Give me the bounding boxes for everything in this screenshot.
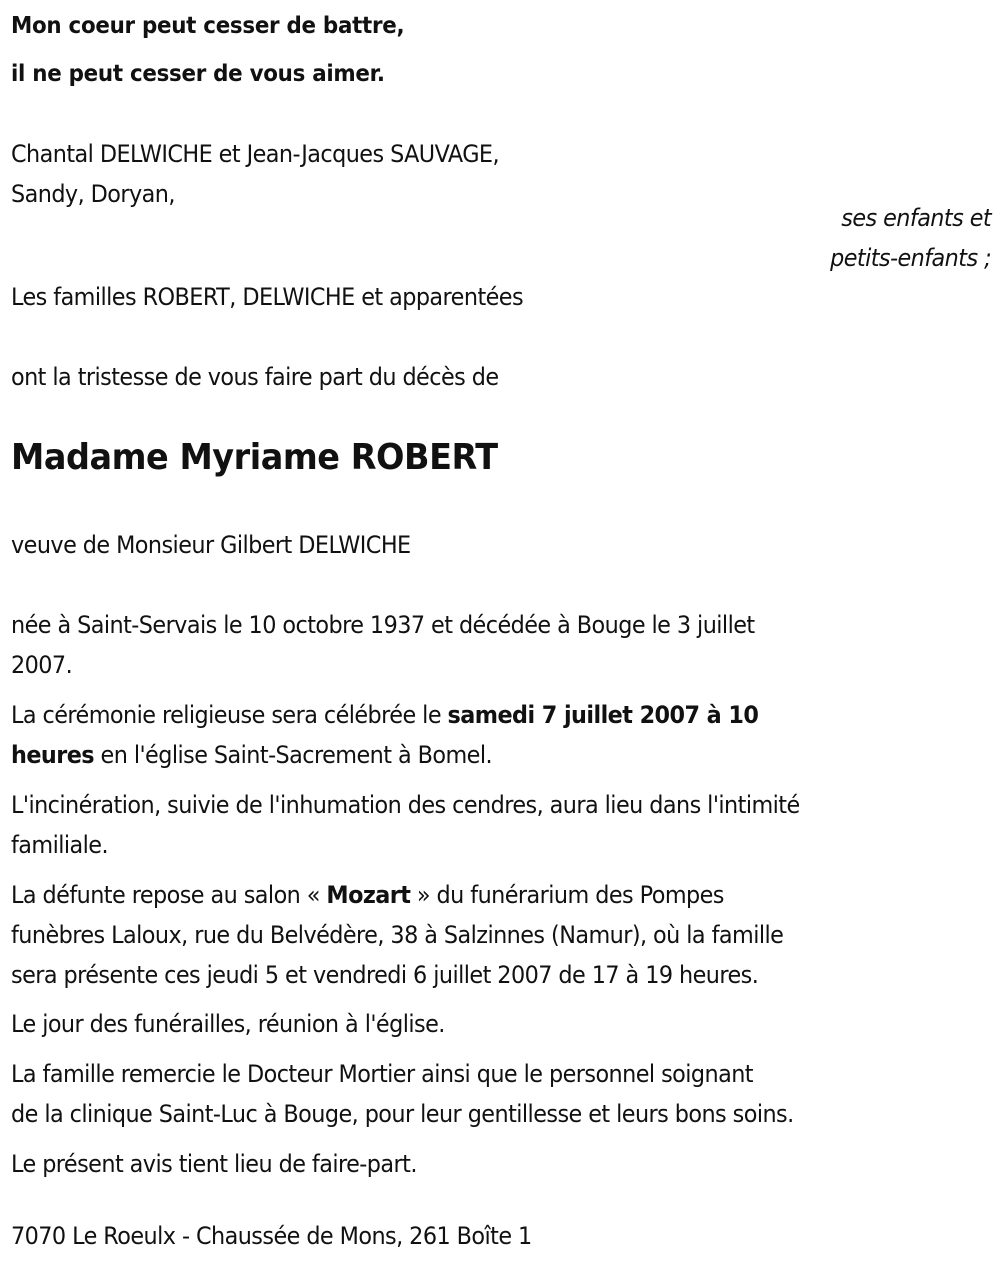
ceremony-location: en l'église Saint-Sacrement à Bomel.	[94, 741, 493, 769]
visitation-prefix: La défunte repose au salon «	[11, 881, 327, 909]
gathering-text: Le jour des funérailles, réunion à l'église.	[11, 1010, 445, 1038]
verse-line-1: Mon coeur peut cesser de battre,	[11, 13, 405, 39]
address: 7070 Le Roeulx - Chaussée de Mons, 261 Boîte 1	[11, 1222, 532, 1250]
visitation-suffix: » du funérarium des Pompes	[410, 881, 724, 909]
deceased-name: Madame Myriame ROBERT	[11, 437, 498, 478]
salon-name: Mozart	[326, 881, 411, 909]
thanks-line-2: de la clinique Saint-Luc à Bouge, pour leur gentillesse et leurs bons soins.	[11, 1100, 794, 1128]
cremation-line-1: L'incinération, suivie de l'inhumation des cendres, aura lieu dans l'intimité	[11, 791, 800, 819]
relatives-families: Les familles ROBERT, DELWICHE et apparentées	[11, 283, 524, 311]
children-names: Chantal DELWICHE et Jean-Jacques SAUVAGE,	[11, 140, 500, 168]
birth-death-line-1: née à Saint-Servais le 10 octobre 1937 et décédée à Bouge le 3 juillet	[11, 611, 755, 639]
ceremony-prefix: La cérémonie religieuse sera célébrée le	[11, 701, 448, 729]
ceremony-hours: heures	[11, 741, 95, 769]
ceremony-datetime: samedi 7 juillet 2007 à 10	[447, 701, 759, 729]
ceremony-line-1	[11, 695, 758, 735]
verse-line-2: il ne peut cesser de vous aimer.	[11, 61, 385, 87]
visitation-line-3: sera présente ces jeudi 5 et vendredi 6 juillet 2007 de 17 à 19 heures.	[11, 961, 759, 989]
cremation-line-2: familiale.	[11, 831, 109, 859]
announcement-text: ont la tristesse de vous faire part du décès de	[11, 363, 499, 391]
thanks-line-1: La famille remercie le Docteur Mortier ainsi que le personnel soignant	[11, 1060, 754, 1088]
relation-label-2: petits-enfants ;	[830, 244, 991, 272]
ceremony-line-2	[11, 735, 492, 775]
relation-label-1: ses enfants et	[841, 204, 991, 232]
birth-death-line-2: 2007.	[11, 651, 73, 679]
notice-text: Le présent avis tient lieu de faire-part.	[11, 1150, 417, 1178]
visitation-line-2: funèbres Laloux, rue du Belvédère, 38 à Salzinnes (Namur), où la famille	[11, 921, 784, 949]
visitation-line-1	[11, 875, 724, 915]
widow-of: veuve de Monsieur Gilbert DELWICHE	[11, 531, 411, 559]
grandchildren-names: Sandy, Doryan,	[11, 180, 175, 208]
